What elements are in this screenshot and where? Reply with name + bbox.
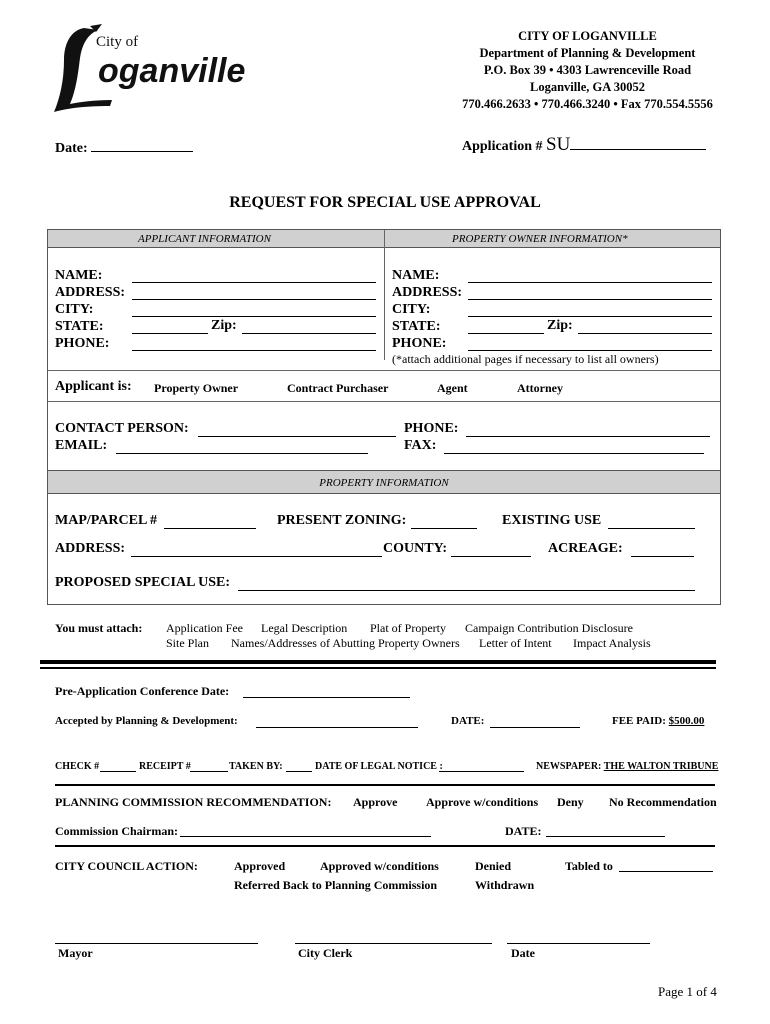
property-header: PROPERTY INFORMATION [319,477,449,489]
newspaper-value: THE WALTON TRIBUNE [603,761,719,772]
applicant-zip-field[interactable] [242,319,376,334]
logo-small-text: City of [96,34,139,50]
applicant-option-agent[interactable]: Agent [437,381,468,395]
attach-impact-analysis: Impact Analysis [573,636,651,650]
org-phones: 770.466.2633 • 770.466.3240 • Fax 770.554.5556 [462,97,713,111]
org-dept: Department of Planning & Development [479,46,696,60]
pc-option-no-recommendation[interactable]: No Recommendation [609,795,717,809]
applicant-name-field[interactable] [132,268,376,283]
applicant-city-field[interactable] [132,302,376,317]
legal-notice-field[interactable] [439,760,524,772]
applicant-zip-label: Zip: [211,318,237,333]
property-address-label: ADDRESS: [55,541,126,556]
applicant-name-label: NAME: [55,268,103,283]
page-title: REQUEST FOR SPECIAL USE APPROVAL [229,194,541,211]
org-address1: P.O. Box 39 • 4303 Lawrenceville Road [483,63,692,77]
owner-phone-label: PHONE: [392,336,447,351]
clerk-signature-line[interactable] [295,943,492,944]
pc-option-approve[interactable]: Approve [353,795,398,809]
fee-label: FEE PAID: [612,715,666,727]
applicant-is-label: Applicant is: [55,379,132,394]
date-label: Date: [55,141,88,156]
council-referred-back[interactable]: Referred Back to Planning Commission [234,878,438,892]
application-number-field[interactable] [570,135,706,150]
council-label: CITY COUNCIL ACTION: [55,859,198,873]
applicant-header: APPLICANT INFORMATION [138,233,271,245]
attach-label: You must attach: [55,621,143,635]
county-field[interactable] [451,542,531,557]
owner-fields [392,267,462,352]
accepted-field[interactable] [256,714,418,728]
owner-name-field[interactable] [468,268,712,283]
newspaper-label: NEWSPAPER: [536,761,602,772]
proposed-use-field[interactable] [238,576,695,591]
check-label: CHECK # [55,761,100,772]
council-tabled-field[interactable] [619,858,713,872]
newspaper [536,761,718,772]
council-denied[interactable]: Denied [475,859,511,873]
chairman-date-field[interactable] [546,823,665,837]
application-row [462,134,706,156]
date-signature-line[interactable] [507,943,650,944]
org-header [420,28,755,113]
owner-city-field[interactable] [468,302,712,317]
loganville-logo [50,20,280,120]
chairman-date-label: DATE: [505,824,542,838]
contact-phone-field[interactable] [466,422,710,437]
owner-header: PROPERTY OWNER INFORMATION* [452,233,628,245]
legal-notice-label: DATE OF LEGAL NOTICE : [315,761,443,772]
owner-state-label: STATE: [392,319,441,334]
separator-2 [55,784,715,786]
divider-2 [48,401,720,402]
applicant-option-owner[interactable]: Property Owner [154,381,239,395]
separator-3 [55,845,715,847]
owner-address-label: ADDRESS: [392,285,463,300]
owner-zip-label: Zip: [547,318,573,333]
map-parcel-label: MAP/PARCEL # [55,513,158,528]
attach-plat: Plat of Property [370,621,446,635]
council-withdrawn[interactable]: Withdrawn [475,878,535,892]
applicant-state-label: STATE: [55,319,104,334]
header-divider [384,230,385,249]
signature-date-label: Date [511,946,535,960]
divider-1 [48,370,720,371]
column-divider [384,249,385,360]
check-field[interactable] [100,760,136,772]
county-label: COUNTY: [383,541,448,556]
council-approved[interactable]: Approved [234,859,286,873]
owner-city-label: CITY: [392,302,431,317]
application-label: Application # [462,139,543,154]
fee-paid [612,715,704,727]
application-prefix: SU [546,134,571,155]
applicant-address-field[interactable] [132,285,376,300]
org-address2: Loganville, GA 30052 [530,80,645,94]
applicant-state-field[interactable] [132,319,208,334]
separator-thick-2 [40,667,716,669]
owner-name-label: NAME: [392,268,440,283]
attach-abutting-owners: Names/Addresses of Abutting Property Owners [231,636,460,650]
applicant-city-label: CITY: [55,302,94,317]
pre-app-field[interactable] [243,684,410,698]
receipt-field[interactable] [190,760,228,772]
council-approved-conditions[interactable]: Approved w/conditions [320,859,439,873]
date-field[interactable] [91,137,193,152]
owner-phone-field[interactable] [468,336,712,351]
present-zoning-field[interactable] [411,514,477,529]
map-parcel-field[interactable] [164,514,256,529]
email-label: EMAIL: [55,438,108,453]
attach-legal-description: Legal Description [261,621,348,635]
chairman-label: Commission Chairman: [55,824,179,838]
attach-application-fee: Application Fee [166,621,243,635]
existing-use-field[interactable] [608,514,695,529]
attach-site-plan: Site Plan [166,636,210,650]
fax-label: FAX: [404,438,437,453]
owner-zip-field[interactable] [578,319,712,334]
city-clerk-label: City Clerk [298,946,353,960]
receipt-label: RECEIPT # [139,761,191,772]
mayor-signature-line[interactable] [55,943,258,944]
contact-person-label: CONTACT PERSON: [55,421,189,436]
pc-label: PLANNING COMMISSION RECOMMENDATION: [55,795,332,809]
accepted-date-field[interactable] [490,714,580,728]
date-row [55,137,193,157]
owner-note: (*attach additional pages if necessary to list all owners) [392,352,659,366]
applicant-fields [55,267,125,352]
applicant-option-purchaser[interactable]: Contract Purchaser [287,381,389,395]
acreage-label: ACREAGE: [548,541,623,556]
applicant-phone-field[interactable] [132,336,376,351]
accepted-label: Accepted by Planning & Development: [55,715,238,727]
present-zoning-label: PRESENT ZONING: [277,513,407,528]
proposed-use-label: PROPOSED SPECIAL USE: [55,575,231,590]
contact-person-field[interactable] [198,422,396,437]
chairman-field[interactable] [180,823,431,837]
applicant-phone-label: PHONE: [55,336,110,351]
fee-value: $500.00 [668,715,705,727]
council-tabled-label[interactable]: Tabled to [565,859,613,873]
applicant-option-attorney[interactable]: Attorney [517,381,563,395]
separator-thick-1 [40,660,716,664]
accepted-date-label: DATE: [451,715,485,727]
pc-option-approve-conditions[interactable]: Approve w/conditions [426,795,539,809]
property-address-field[interactable] [131,542,382,557]
pre-app-label: Pre-Application Conference Date: [55,684,230,698]
taken-by-label: TAKEN BY: [229,761,283,772]
owner-state-field[interactable] [468,319,544,334]
logo-big-text: oganville [98,52,246,90]
pc-option-deny[interactable]: Deny [557,795,584,809]
taken-by-field[interactable] [286,760,312,772]
fax-field[interactable] [444,439,704,454]
mayor-label: Mayor [58,946,93,960]
attach-letter-of-intent: Letter of Intent [479,636,552,650]
page-number: Page 1 of 4 [658,984,717,999]
owner-address-field[interactable] [468,285,712,300]
email-field[interactable] [116,439,368,454]
existing-use-label: EXISTING USE [502,513,602,528]
acreage-field[interactable] [631,542,694,557]
attach-campaign-disclosure: Campaign Contribution Disclosure [465,621,633,635]
org-name: CITY OF LOGANVILLE [518,29,657,43]
applicant-address-label: ADDRESS: [55,285,126,300]
contact-phone-label: PHONE: [404,421,459,436]
